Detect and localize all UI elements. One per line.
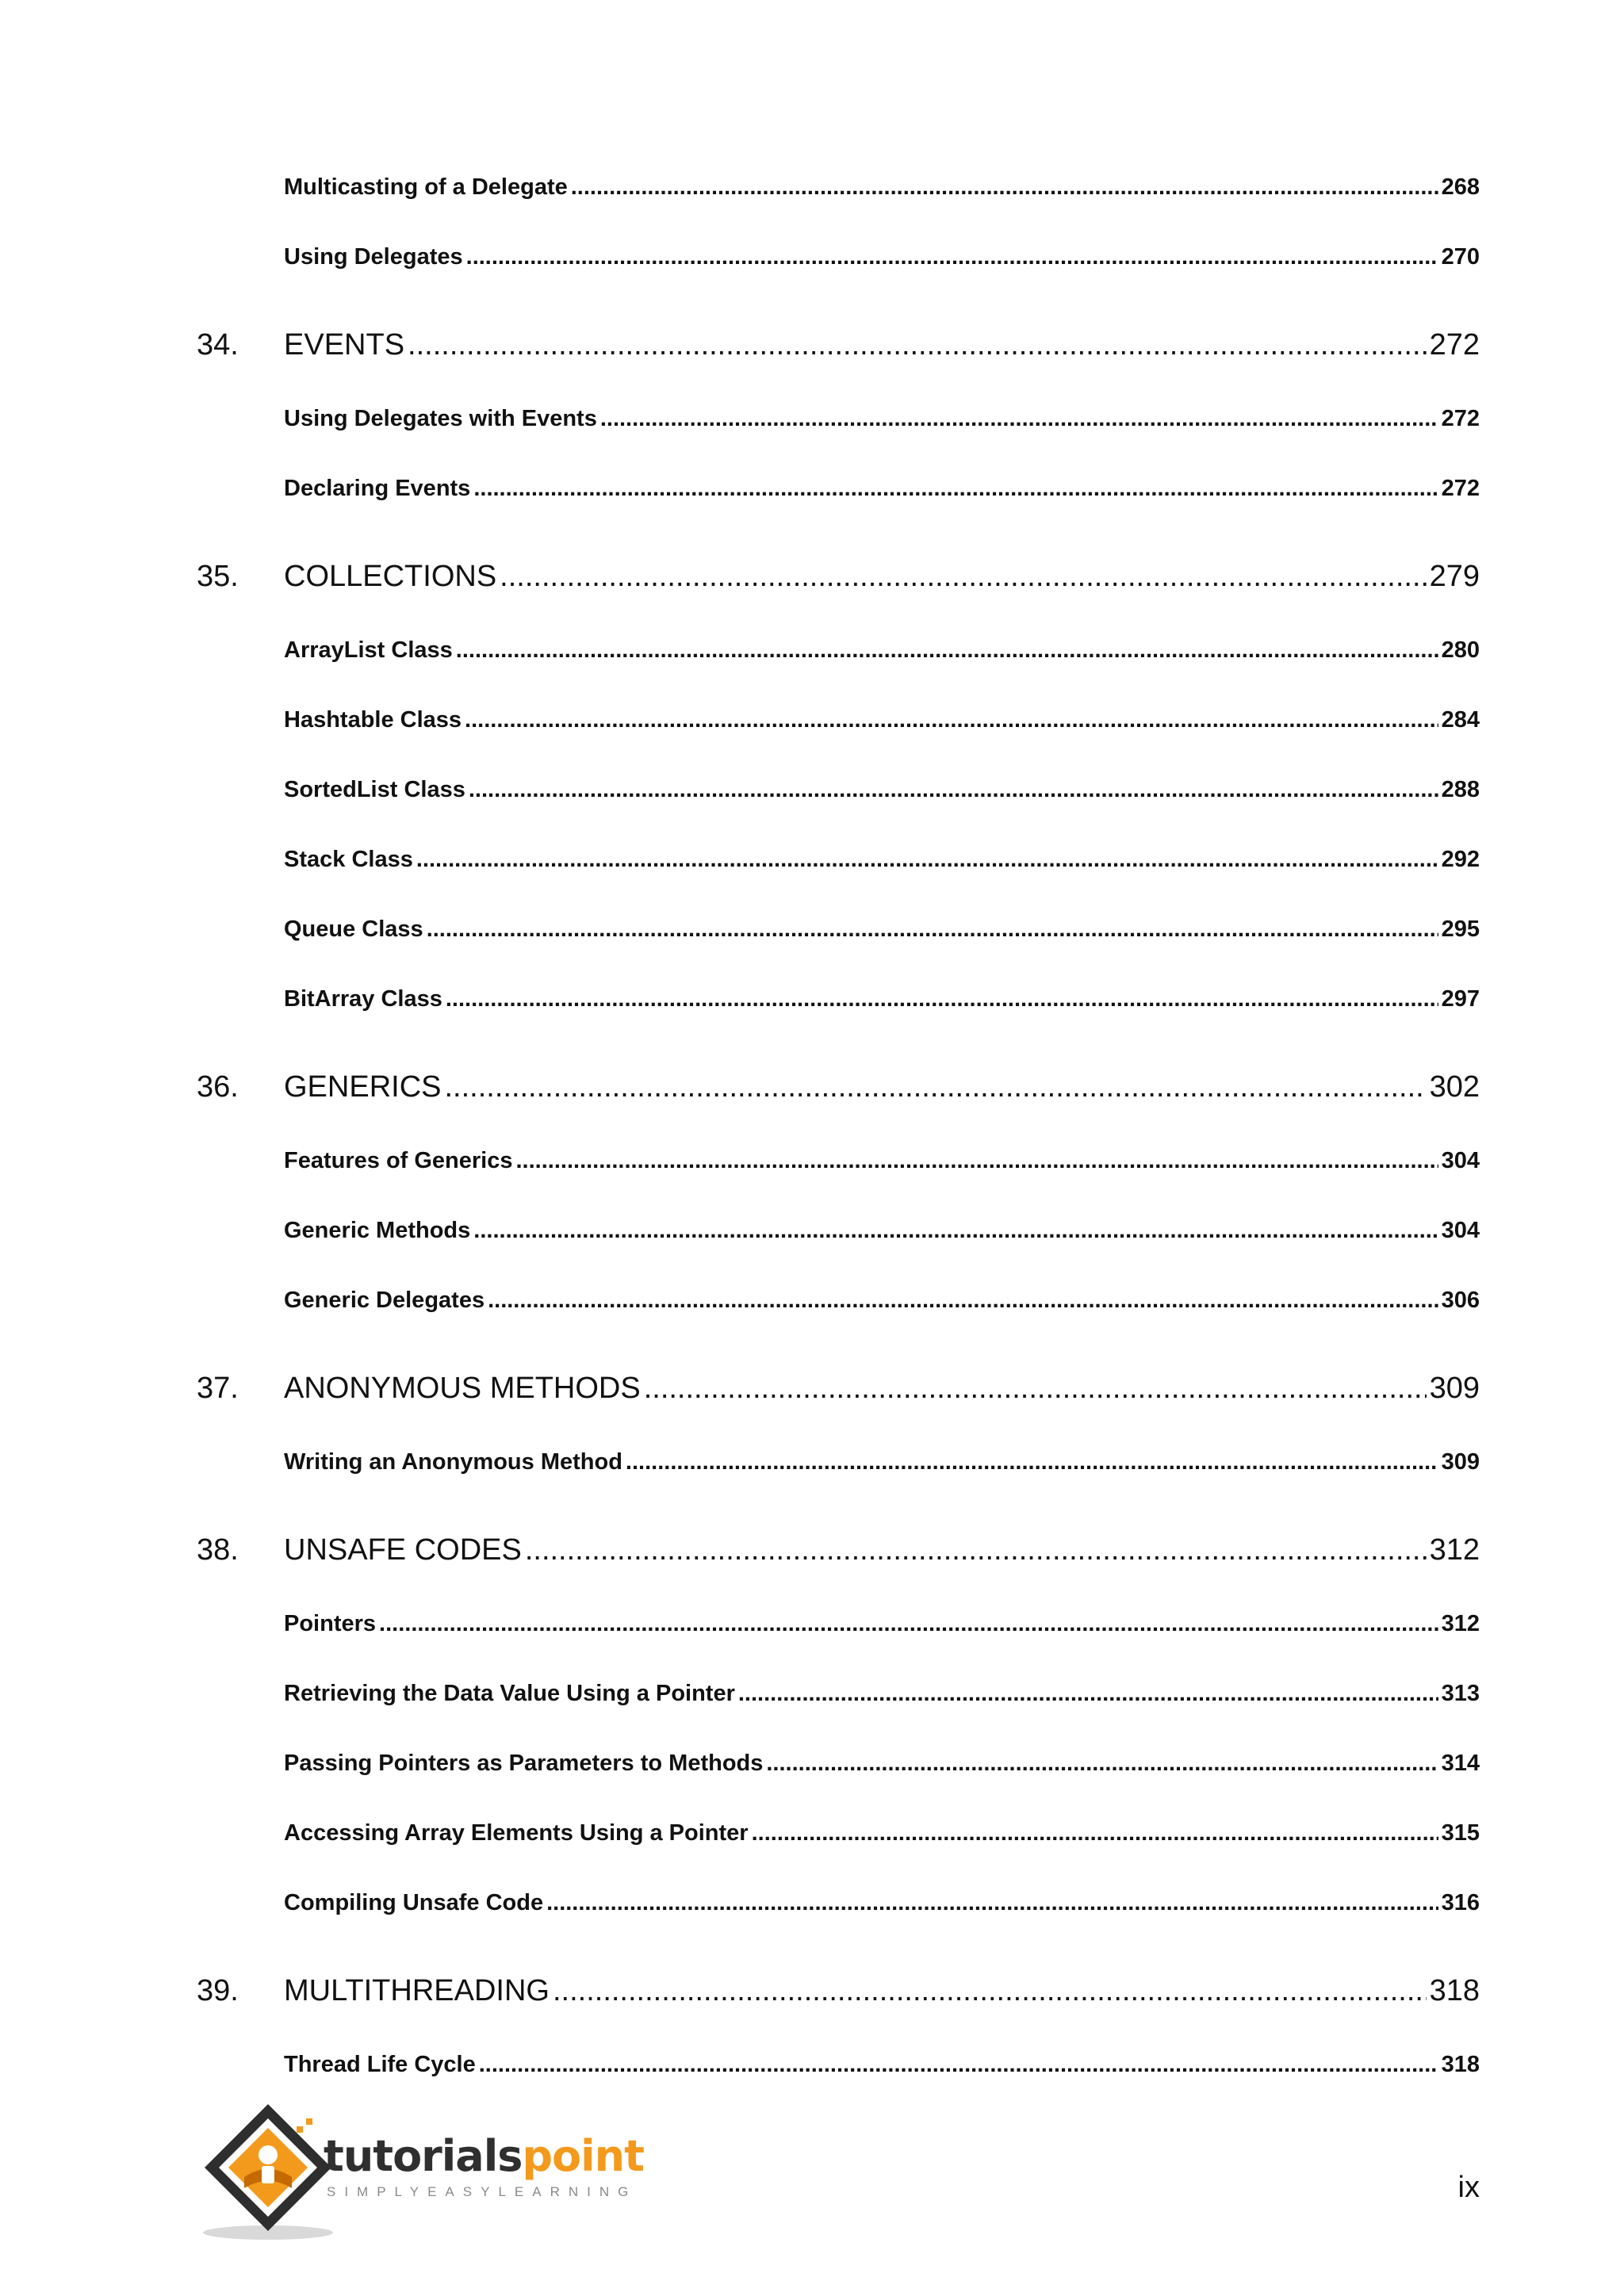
dot-leader bbox=[516, 1148, 1438, 1174]
dot-leader bbox=[408, 328, 1427, 362]
dot-leader bbox=[479, 2052, 1438, 2078]
dot-leader bbox=[379, 1611, 1438, 1637]
dot-leader bbox=[500, 560, 1426, 594]
entry-title: Stack Class bbox=[284, 847, 413, 872]
dot-leader bbox=[546, 1890, 1438, 1916]
page-ref: 279 bbox=[1429, 560, 1480, 593]
toc-entry[interactable] bbox=[284, 1890, 1480, 1938]
entry-title: SortedList Class bbox=[284, 777, 465, 802]
dot-leader bbox=[446, 986, 1438, 1012]
page-ref: 297 bbox=[1441, 986, 1480, 1012]
toc-chapter-row[interactable] bbox=[197, 328, 1480, 376]
toc-entry[interactable] bbox=[284, 986, 1480, 1034]
chapter-number: 39. bbox=[197, 1974, 239, 2007]
toc-entry[interactable] bbox=[284, 637, 1480, 685]
toc-entry[interactable] bbox=[284, 2052, 1480, 2099]
entry-title: Passing Pointers as Parameters to Methods bbox=[284, 1751, 764, 1776]
dot-leader bbox=[473, 1218, 1438, 1244]
entry-title: Queue Class bbox=[284, 916, 423, 942]
chapter-number: 36. bbox=[197, 1070, 239, 1104]
toc-entry[interactable] bbox=[284, 406, 1480, 453]
chapter-number: 35. bbox=[197, 560, 239, 593]
dot-leader bbox=[466, 244, 1438, 270]
entry-title: BitArray Class bbox=[284, 986, 442, 1012]
page-ref: 295 bbox=[1441, 916, 1480, 942]
logo-wordmark bbox=[324, 2131, 644, 2181]
dot-leader bbox=[469, 777, 1438, 803]
entry-title: Using Delegates with Events bbox=[284, 406, 597, 431]
dot-leader bbox=[465, 707, 1438, 733]
toc-entry[interactable] bbox=[284, 707, 1480, 755]
dot-leader bbox=[626, 1449, 1438, 1475]
toc-entry[interactable] bbox=[284, 1820, 1480, 1868]
logo-tagline: SIMPLYEASYLEARNING bbox=[327, 2184, 638, 2199]
entry-title: Declaring Events bbox=[284, 476, 471, 501]
page-ref: 314 bbox=[1441, 1751, 1480, 1776]
entry-title: Pointers bbox=[284, 1611, 377, 1636]
page-ref: 304 bbox=[1441, 1218, 1480, 1243]
page-ref: 272 bbox=[1441, 476, 1480, 501]
chapter-title: EVENTS bbox=[284, 328, 405, 362]
toc-entry[interactable] bbox=[284, 777, 1480, 825]
dot-leader bbox=[525, 1533, 1427, 1567]
toc-entry[interactable] bbox=[284, 1148, 1480, 1196]
toc-entry[interactable] bbox=[284, 847, 1480, 894]
dot-leader bbox=[553, 1974, 1427, 2008]
toc-entry[interactable] bbox=[284, 1681, 1480, 1728]
page-ref: 315 bbox=[1441, 1820, 1480, 1846]
toc-entry[interactable] bbox=[284, 916, 1480, 964]
toc-chapter-row[interactable] bbox=[197, 1533, 1480, 1581]
entry-title: Accessing Array Elements Using a Pointer bbox=[284, 1820, 749, 1846]
page-ref: 304 bbox=[1441, 1148, 1480, 1173]
page-ref: 312 bbox=[1429, 1533, 1480, 1567]
page-ref: 318 bbox=[1429, 1974, 1480, 2007]
chapter-number: 38. bbox=[197, 1533, 239, 1567]
chapter-title: UNSAFE CODES bbox=[284, 1533, 522, 1567]
page-ref: 313 bbox=[1441, 1681, 1480, 1706]
toc-chapter-row[interactable] bbox=[197, 560, 1480, 607]
chapter-title: ANONYMOUS METHODS bbox=[284, 1372, 641, 1405]
chapter-number: 37. bbox=[197, 1372, 239, 1405]
logo-word-tutorials: tutorials bbox=[324, 2131, 523, 2181]
page-ref: 268 bbox=[1441, 174, 1480, 200]
toc-entry[interactable] bbox=[284, 244, 1480, 292]
page-ref: 272 bbox=[1429, 328, 1480, 362]
entry-title: Retrieving the Data Value Using a Pointer bbox=[284, 1681, 735, 1706]
page-ref: 272 bbox=[1441, 406, 1480, 431]
dot-leader bbox=[416, 847, 1438, 873]
chapter-title: COLLECTIONS bbox=[284, 560, 497, 593]
entry-title: Generic Delegates bbox=[284, 1288, 485, 1313]
page-number: ix bbox=[1457, 2171, 1480, 2204]
toc-entry[interactable] bbox=[284, 1218, 1480, 1265]
toc-entry[interactable] bbox=[284, 1611, 1480, 1659]
entry-title: Generic Methods bbox=[284, 1218, 471, 1243]
dot-leader bbox=[456, 637, 1438, 664]
toc-chapter-row[interactable] bbox=[197, 1974, 1480, 2022]
entry-title: Writing an Anonymous Method bbox=[284, 1449, 622, 1475]
dot-leader bbox=[473, 476, 1438, 502]
page-ref: 288 bbox=[1441, 777, 1480, 802]
toc-entry[interactable] bbox=[284, 476, 1480, 523]
dot-leader bbox=[571, 174, 1438, 201]
entry-title: ArrayList Class bbox=[284, 637, 453, 663]
dot-leader bbox=[752, 1820, 1438, 1846]
dot-leader bbox=[766, 1751, 1438, 1777]
dot-leader bbox=[644, 1372, 1427, 1406]
dot-leader bbox=[738, 1681, 1438, 1707]
toc-chapter-row[interactable] bbox=[197, 1372, 1480, 1419]
entry-title: Multicasting of a Delegate bbox=[284, 174, 568, 200]
entry-title: Features of Generics bbox=[284, 1148, 513, 1173]
chapter-title: GENERICS bbox=[284, 1070, 442, 1104]
toc-entry[interactable] bbox=[284, 174, 1480, 222]
page-ref: 270 bbox=[1441, 244, 1480, 270]
page-ref: 316 bbox=[1441, 1890, 1480, 1915]
page-ref: 280 bbox=[1441, 637, 1480, 663]
entry-title: Thread Life Cycle bbox=[284, 2052, 476, 2077]
page-ref: 302 bbox=[1429, 1070, 1480, 1104]
entry-title: Using Delegates bbox=[284, 244, 463, 270]
dot-leader bbox=[600, 406, 1438, 432]
toc-entry[interactable] bbox=[284, 1449, 1480, 1497]
page-ref: 318 bbox=[1441, 2052, 1480, 2077]
page-ref: 306 bbox=[1441, 1288, 1480, 1313]
logo-word-point: point bbox=[522, 2131, 644, 2181]
chapter-number: 34. bbox=[197, 328, 239, 362]
chapter-title: MULTITHREADING bbox=[284, 1974, 550, 2007]
toc-entry[interactable] bbox=[284, 1751, 1480, 1798]
page-ref: 292 bbox=[1441, 847, 1480, 872]
page-ref: 284 bbox=[1441, 707, 1480, 733]
entry-title: Compiling Unsafe Code bbox=[284, 1890, 544, 1915]
dot-leader bbox=[444, 1070, 1426, 1104]
page-ref: 309 bbox=[1429, 1372, 1480, 1405]
dot-leader bbox=[427, 916, 1438, 943]
dot-leader bbox=[488, 1288, 1438, 1314]
toc-entry[interactable] bbox=[284, 1288, 1480, 1335]
entry-title: Hashtable Class bbox=[284, 707, 462, 733]
page-ref: 309 bbox=[1441, 1449, 1480, 1475]
toc-chapter-row[interactable] bbox=[197, 1070, 1480, 1118]
page-ref: 312 bbox=[1441, 1611, 1480, 1636]
